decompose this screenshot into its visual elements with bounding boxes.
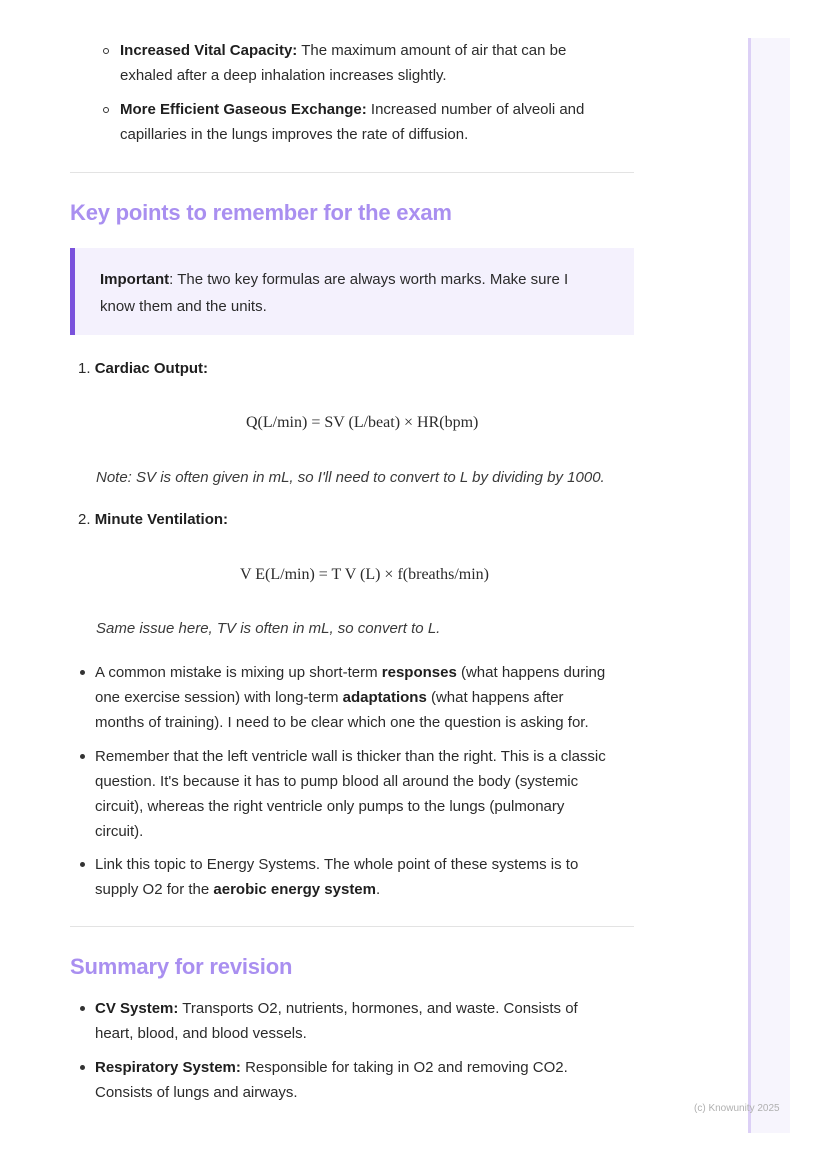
numbered-item bbox=[78, 360, 208, 377]
item-number: 2. bbox=[78, 511, 91, 528]
bullet-icon bbox=[80, 862, 85, 867]
item-title: Minute Ventilation: bbox=[94, 511, 229, 528]
callout-label: Important bbox=[100, 271, 170, 288]
formula-cardiac-output: Q(L/min) = SV (L/beat) × HR(bpm) bbox=[246, 414, 479, 431]
copyright-footer: (c) Knowunity 2025 bbox=[694, 1103, 780, 1114]
hollow-bullet-icon bbox=[103, 48, 109, 54]
important-callout bbox=[70, 248, 634, 335]
list-item-line bbox=[120, 38, 566, 63]
section-divider bbox=[70, 926, 634, 927]
item-text: Transports O2, nutrients, hormones, and waste. Consists of bbox=[178, 1000, 578, 1017]
bold-text: aerobic energy system bbox=[213, 881, 376, 898]
item-text: Increased number of alveoli and bbox=[366, 101, 585, 118]
list-item-line bbox=[95, 996, 578, 1021]
formula-note: Note: SV is often given in mL, so I'll need to convert to L by dividing by 1000. bbox=[96, 469, 605, 486]
callout-text bbox=[100, 266, 620, 320]
term: Respiratory System: bbox=[95, 1059, 241, 1076]
callout-accent-bar bbox=[70, 248, 75, 335]
section-divider bbox=[70, 172, 634, 173]
right-margin-line bbox=[748, 38, 751, 1133]
text: (what happens after bbox=[426, 689, 564, 706]
text: one exercise session) with long-term bbox=[95, 689, 343, 706]
text: supply O2 for the bbox=[95, 881, 214, 898]
item-title: Cardiac Output: bbox=[94, 360, 209, 377]
list-item-line bbox=[95, 685, 564, 710]
hollow-bullet-icon bbox=[103, 107, 109, 113]
list-item-line: circuit), whereas the right ventricle only pumps to the lungs (pulmonary bbox=[95, 798, 565, 815]
text: A common mistake is mixing up short-term bbox=[95, 664, 382, 681]
formula-note: Same issue here, TV is often in mL, so convert to L. bbox=[96, 620, 441, 637]
numbered-item bbox=[78, 511, 228, 528]
bullet-icon bbox=[80, 754, 85, 759]
list-item-line: exhaled after a deep inhalation increases slightly. bbox=[120, 67, 447, 84]
section-heading-key-points: Key points to remember for the exam bbox=[70, 200, 452, 225]
right-margin-panel bbox=[748, 38, 790, 1133]
bullet-icon bbox=[80, 1065, 85, 1070]
section-heading-summary: Summary for revision bbox=[70, 954, 293, 979]
bold-text: responses bbox=[381, 664, 457, 681]
list-item-line bbox=[95, 1055, 568, 1080]
list-item-line bbox=[95, 660, 605, 685]
formula-minute-ventilation: V E(L/min) = T V (L) × f(breaths/min) bbox=[240, 566, 489, 583]
text: (what happens during bbox=[456, 664, 606, 681]
term: Increased Vital Capacity: bbox=[120, 42, 298, 59]
list-item-line bbox=[95, 877, 380, 902]
list-item-line: Link this topic to Energy Systems. The whole point of these systems is to bbox=[95, 856, 579, 873]
list-item-line: Remember that the left ventricle wall is thicker than the right. This is a classic bbox=[95, 748, 606, 765]
list-item-line: capillaries in the lungs improves the rate of diffusion. bbox=[120, 126, 469, 143]
list-item-line: Consists of lungs and airways. bbox=[95, 1084, 298, 1101]
callout-line: : The two key formulas are always worth marks. Make sure I bbox=[169, 271, 569, 288]
term: CV System: bbox=[95, 1000, 179, 1017]
item-text: The maximum amount of air that can be bbox=[297, 42, 567, 59]
bold-text: adaptations bbox=[342, 689, 427, 706]
item-text: Responsible for taking in O2 and removing CO2. bbox=[240, 1059, 568, 1076]
list-item-line bbox=[120, 97, 584, 122]
item-number: 1. bbox=[78, 360, 91, 377]
text: . bbox=[376, 881, 381, 898]
bullet-icon bbox=[80, 1006, 85, 1011]
list-item-line: question. It's because it has to pump blood all around the body (systemic bbox=[95, 773, 579, 790]
term: More Efficient Gaseous Exchange: bbox=[120, 101, 367, 118]
list-item-line: circuit). bbox=[95, 823, 144, 840]
bullet-icon bbox=[80, 670, 85, 675]
callout-line: know them and the units. bbox=[100, 298, 267, 315]
list-item-line: heart, blood, and blood vessels. bbox=[95, 1025, 307, 1042]
list-item-line: months of training). I need to be clear which one the question is asking for. bbox=[95, 714, 589, 731]
